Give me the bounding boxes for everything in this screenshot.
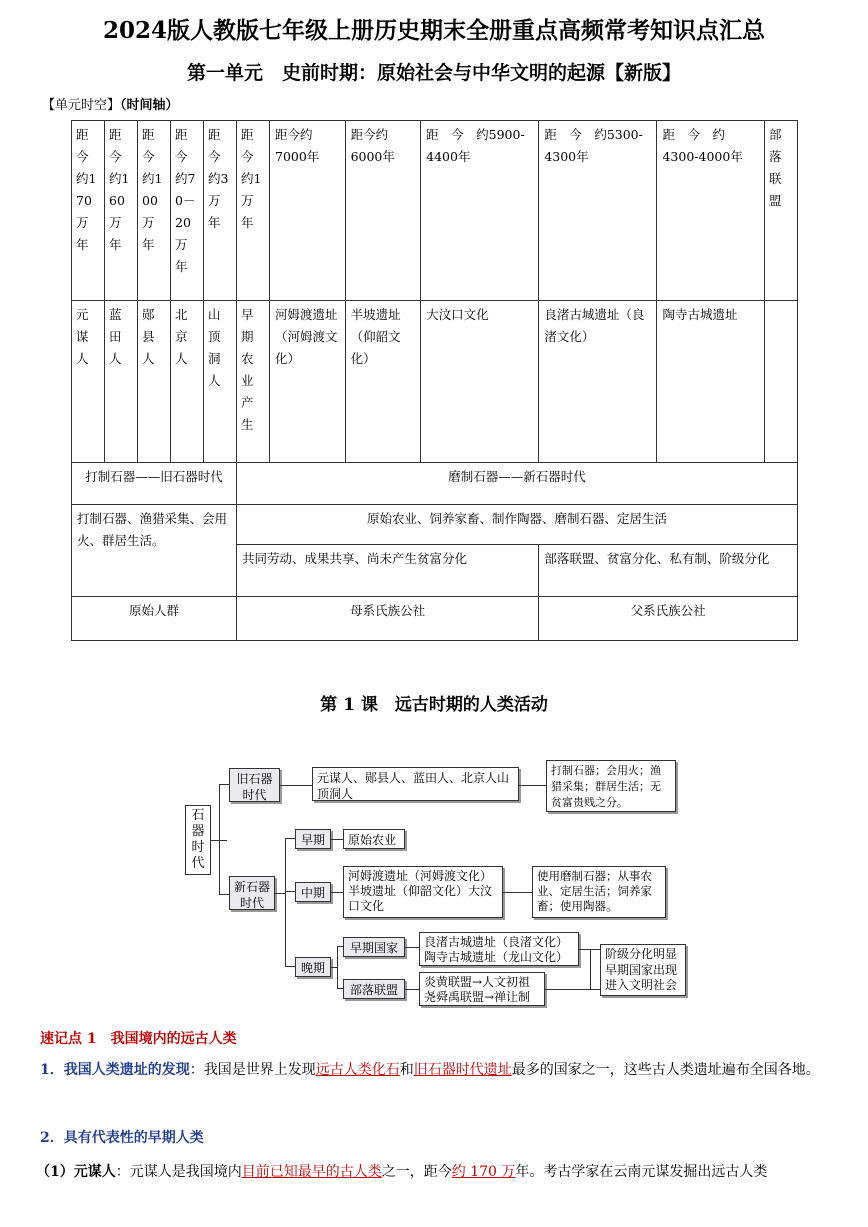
site-cell: 良渚古城遗址（良渚文化） <box>539 301 657 463</box>
diagram-mid-sites: 河姆渡遗址（河姆渡文化）半坡遗址（仰韶文化）大汶口文化 <box>343 866 503 918</box>
kp-label: 2．具有代表性的早期人类 <box>40 1130 204 1146</box>
time-cell: 部落联盟 <box>764 121 797 301</box>
unit-tag <box>42 94 179 113</box>
kp-label: （1）元谋人 <box>36 1164 116 1180</box>
lesson-title: 第 1 课 远古时期的人类活动 <box>320 695 548 715</box>
diagram-tribe: 部落联盟 <box>343 979 405 999</box>
kp-text: 最多的国家之一，这些古人类遗址遍布全国各地。 <box>511 1062 820 1078</box>
site-cell: 大汶口文化 <box>421 301 539 463</box>
diagram-early-item: 原始农业 <box>343 829 405 849</box>
site-cell: 早期农业产生 <box>237 301 270 463</box>
kp-text: ：我国是世界上发现 <box>189 1062 316 1078</box>
life-new: 原始农业、饲养家畜、制作陶器、磨制石器、定居生活 <box>237 505 798 545</box>
timeline-table <box>71 120 798 641</box>
time-cell: 距今约70－20万年 <box>171 121 204 301</box>
society-b: 部落联盟、贫富分化、私有制、阶级分化 <box>539 545 798 597</box>
unit-tag-label: 【单元时空】 <box>42 98 121 113</box>
document-title: 2024版人教版七年级上册历史期末全册重点高频常考知识点汇总 <box>102 17 765 44</box>
diagram-tribe-items: 炎黄联盟→人文初祖尧舜禹联盟→禅让制 <box>419 972 545 1006</box>
diagram-early: 早期 <box>295 829 331 849</box>
diagram-mid-traits: 使用磨制石器；从事农业、定居生活；饲养家畜；使用陶器。 <box>532 866 666 918</box>
kp-underline: 旧石器时代遗址 <box>413 1062 512 1078</box>
time-cell: 距今约3万年 <box>204 121 237 301</box>
diagram-root: 石器时代 <box>185 805 211 875</box>
time-cell: 距今约6000年 <box>345 121 421 301</box>
time-cell: 距今约160万年 <box>105 121 138 301</box>
kp-paragraph-1 <box>40 1056 830 1085</box>
era-new: 磨制石器——新石器时代 <box>237 463 798 505</box>
kp-paragraph-2 <box>40 1124 830 1153</box>
stage-3: 父系氏族公社 <box>539 597 798 641</box>
site-cell: 半坡遗址（仰韶文化） <box>345 301 421 463</box>
time-cell: 距今约100万年 <box>138 121 171 301</box>
timeline-times-row <box>72 121 798 301</box>
time-cell: 距 今 约5900-4400年 <box>421 121 539 301</box>
time-cell: 距 今 约5300-4300年 <box>539 121 657 301</box>
diagram-new: 新石器时代 <box>229 876 275 910</box>
time-cell: 距今约170万年 <box>72 121 105 301</box>
diagram-mid: 中期 <box>295 882 331 902</box>
unit-tag-bold: （时间轴） <box>120 98 179 113</box>
kp-underline: 目前已知最早的古人类 <box>241 1164 382 1180</box>
site-cell: 元谋人 <box>72 301 105 463</box>
era-old: 打制石器——旧石器时代 <box>72 463 237 505</box>
site-cell <box>764 301 797 463</box>
timeline-sites-row <box>72 301 798 463</box>
diagram-old-traits: 打制石器；会用火；渔猎采集；群居生活；无贫富贵贱之分。 <box>546 760 676 812</box>
site-cell: 郧县人 <box>138 301 171 463</box>
diagram-late: 晚期 <box>295 957 331 977</box>
site-cell: 蓝田人 <box>105 301 138 463</box>
stage-2: 母系氏族公社 <box>237 597 539 641</box>
life-old: 打制石器、渔猎采集、会用火、群居生活。 <box>72 505 237 597</box>
kp-text: 之一，距今 <box>381 1164 452 1180</box>
site-cell: 陶寺古城遗址 <box>657 301 765 463</box>
kp-text: 年。考古学家在云南元谋发掘出远古人类 <box>515 1164 768 1180</box>
knowledge-point-heading: 速记点 1 我国境内的远古人类 <box>40 1031 237 1047</box>
diagram-early-states: 早期国家 <box>343 937 405 957</box>
diagram-late-sites: 良渚古城遗址（良渚文化）陶寺古城遗址（龙山文化） <box>419 932 579 966</box>
society-a: 共同劳动、成果共享、尚未产生贫富分化 <box>237 545 539 597</box>
time-cell: 距今约1万年 <box>237 121 270 301</box>
kp-text: 和 <box>399 1062 414 1078</box>
site-cell: 山顶洞人 <box>204 301 237 463</box>
diagram-old-sites: 元谋人、郧县人、蓝田人、北京人山顶洞人 <box>312 767 519 801</box>
diagram-old: 旧石器时代 <box>229 768 280 802</box>
stage-1: 原始人群 <box>72 597 237 641</box>
kp-underline: 约 170 万 <box>451 1164 516 1180</box>
kp-underline: 远古人类化石 <box>315 1062 400 1078</box>
time-cell: 距 今 约4300-4000年 <box>657 121 765 301</box>
kp-text: ：元谋人是我国境内 <box>115 1164 242 1180</box>
site-cell: 河姆渡遗址（河姆渡文化） <box>270 301 346 463</box>
diagram-civil: 阶级分化明显早期国家出现进入文明社会 <box>600 944 686 996</box>
kp-paragraph-3 <box>36 1158 836 1187</box>
kp-label: 1．我国人类遗址的发现 <box>40 1062 190 1078</box>
unit-title: 第一单元 史前时期：原始社会与中华文明的起源【新版】 <box>186 62 681 84</box>
site-cell: 北京人 <box>171 301 204 463</box>
time-cell: 距今约7000年 <box>270 121 346 301</box>
